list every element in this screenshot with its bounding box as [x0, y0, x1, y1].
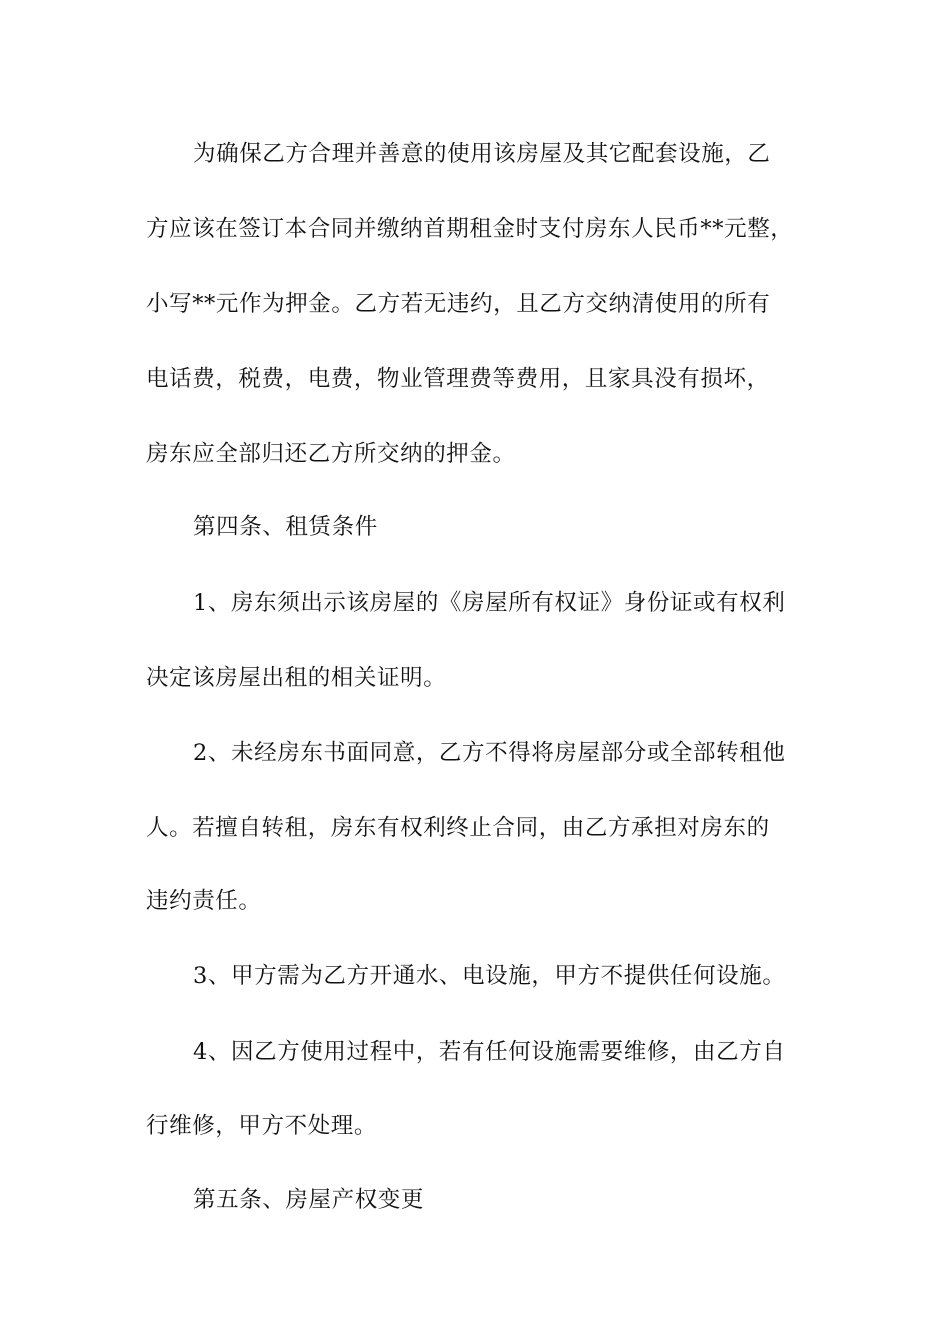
- paragraph-deposit-line-5: 房东应全部归还乙方所交纳的押金。: [146, 441, 516, 467]
- clause-2-line-3: 违约责任。: [146, 888, 262, 914]
- clause-2-line-2: 人。若擅自转租，房东有权利终止合同，由乙方承担对房东的: [146, 815, 770, 841]
- section-heading-article-5: 第五条、房屋产权变更: [193, 1187, 425, 1213]
- paragraph-deposit-line-2: 方应该在签订本合同并缴纳首期租金时支付房东人民币**元整，: [146, 216, 794, 242]
- paragraph-deposit-line-4: 电话费，税费，电费，物业管理费等费用，且家具没有损坏，: [146, 366, 770, 392]
- paragraph-deposit-line-3: 小写**元作为押金。乙方若无违约，且乙方交纳清使用的所有: [146, 291, 771, 317]
- clause-4-line-2: 行维修，甲方不处理。: [146, 1113, 378, 1139]
- section-heading-article-4: 第四条、租赁条件: [193, 514, 378, 540]
- clause-1-line-1: 1、房东须出示该房屋的《房屋所有权证》身份证或有权利: [193, 590, 786, 616]
- clause-4-line-1: 4、因乙方使用过程中，若有任何设施需要维修，由乙方自: [193, 1039, 786, 1065]
- clause-1-line-2: 决定该房屋出租的相关证明。: [146, 665, 447, 691]
- clause-2-line-1: 2、未经房东书面同意，乙方不得将房屋部分或全部转租他: [193, 740, 786, 766]
- paragraph-deposit-line-1: 为确保乙方合理并善意的使用该房屋及其它配套设施，乙: [193, 141, 771, 167]
- clause-3-line-1: 3、甲方需为乙方开通水、电设施，甲方不提供任何设施。: [193, 963, 786, 989]
